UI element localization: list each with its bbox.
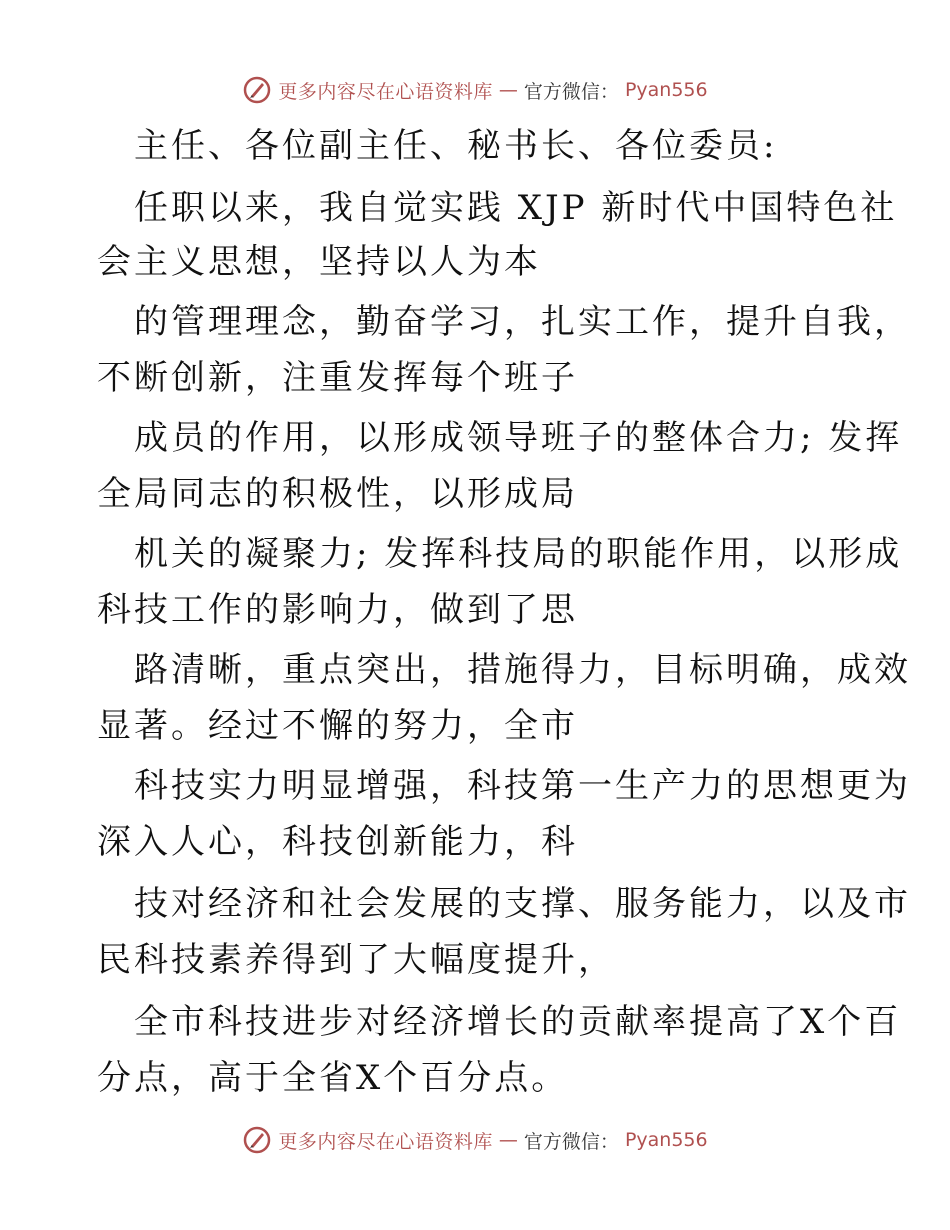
paragraph-line: 分点，高于全省X个百分点。	[97, 1058, 569, 1098]
watermark-wechat-id: Pyan556	[624, 1129, 708, 1151]
paragraph-line: 民科技素养得到了大幅度提升，	[97, 940, 615, 980]
paragraph-line: 机关的凝聚力; 发挥科技局的职能作用，以形成	[134, 534, 903, 574]
paragraph-line: 会主义思想，坚持以人为本	[97, 242, 541, 282]
paragraph-line: 成员的作用，以形成领导班子的整体合力; 发挥	[134, 418, 903, 458]
quill-pen-icon	[242, 75, 272, 105]
header-watermark	[0, 70, 950, 110]
paragraph-line: 全市科技进步对经济增长的贡献率提高了X个百	[134, 1002, 902, 1042]
watermark-separator: —	[498, 79, 518, 101]
watermark-wechat-id: Pyan556	[624, 79, 708, 101]
paragraph-line: 科技实力明显增强，科技第一生产力的思想更为	[134, 766, 911, 806]
paragraph-line: 科技工作的影响力，做到了思	[97, 590, 578, 630]
paragraph-line: 技对经济和社会发展的支撑、服务能力，以及市	[134, 884, 911, 924]
salutation: 主任、各位副主任、秘书长、各位委员:	[134, 126, 778, 166]
watermark-brand: 更多内容尽在心语资料库	[278, 1130, 493, 1153]
watermark-brand: 更多内容尽在心语资料库	[278, 80, 493, 103]
quill-pen-icon	[242, 1125, 272, 1155]
paragraph-line: 任职以来，我自觉实践 XJP 新时代中国特色社	[134, 188, 898, 228]
paragraph-line: 的管理理念，勤奋学习，扎实工作，提升自我，	[134, 302, 911, 342]
footer-watermark	[0, 1120, 950, 1160]
paragraph-line: 不断创新，注重发挥每个班子	[97, 358, 578, 398]
paragraph-line: 全局同志的积极性，以形成局	[97, 474, 578, 514]
watermark-label: 官方微信：	[523, 80, 619, 103]
paragraph-line: 深入人心，科技创新能力，科	[97, 822, 578, 862]
watermark-separator: —	[498, 1129, 518, 1151]
watermark-label: 官方微信：	[523, 1130, 619, 1153]
paragraph-line: 路清晰，重点突出，措施得力，目标明确，成效	[134, 650, 911, 690]
paragraph-line: 显著。经过不懈的努力，全市	[97, 706, 578, 746]
